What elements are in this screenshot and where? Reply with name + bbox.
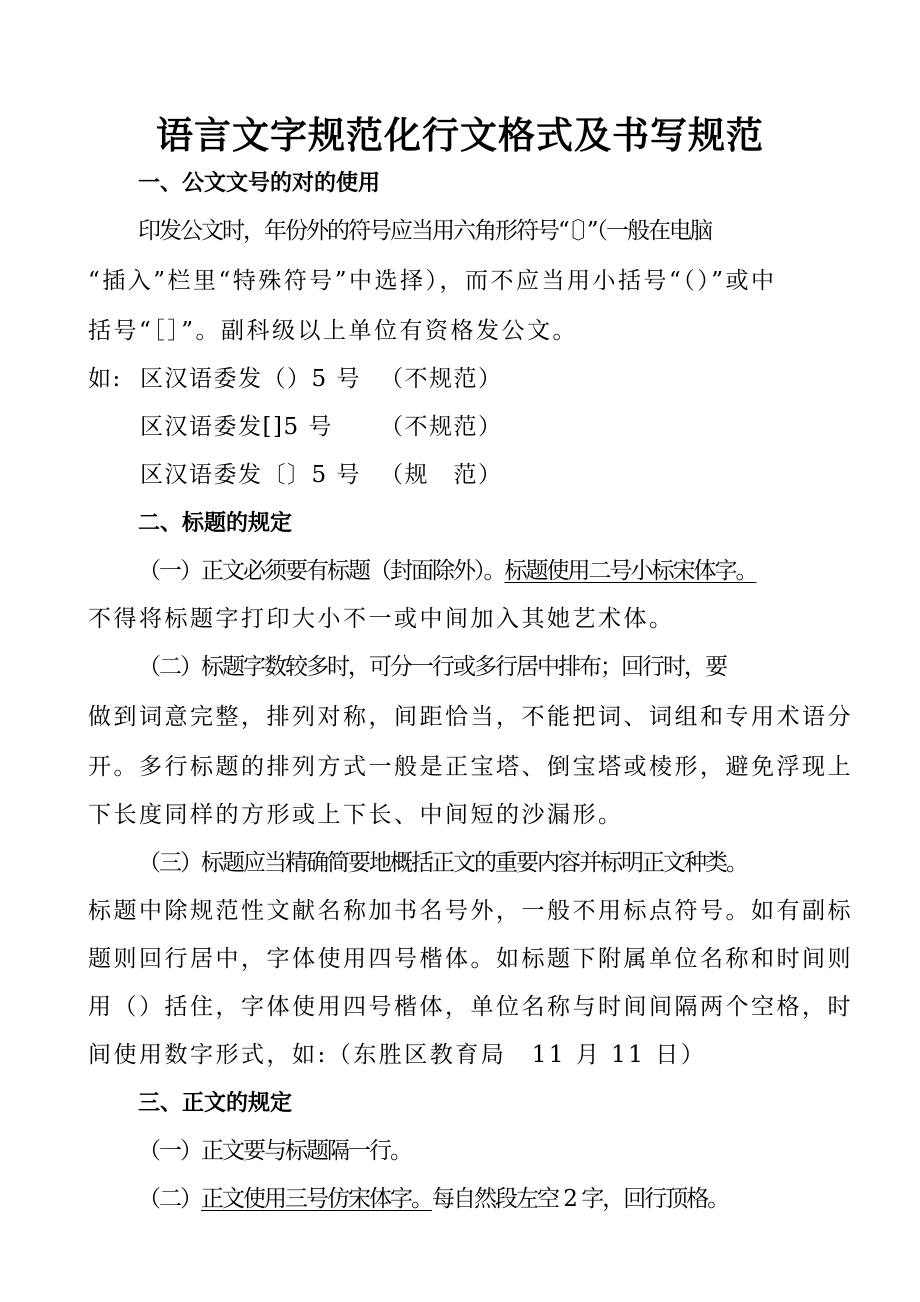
section-heading-2: 二、标题的规定 — [138, 511, 293, 536]
paragraph-line: （二）标题字数较多时，可分一行或多行居中排布；回行时，要 — [138, 654, 726, 680]
example-text: 区汉语委发（）5 号 — [140, 366, 361, 392]
example-note: （不规范） — [380, 366, 503, 392]
paragraph-line — [138, 554, 898, 588]
paragraph-line: “插入”栏里“特殊符号”中选择），而不应当用小括号“（）”或中 — [88, 268, 777, 294]
paragraph-line: 开。多行标题的排列方式一般是正宝塔、倒宝塔或棱形，避免浮现上 — [88, 754, 853, 780]
paragraph-line — [138, 1182, 898, 1216]
paragraph-line: （一）正文要与标题隔一行。 — [138, 1138, 411, 1164]
paragraph-line: 下长度同样的方形或上下长、中间短的沙漏形。 — [88, 802, 624, 828]
paragraph-line: 括号“［］”。副科级以上单位有资格发公文。 — [88, 318, 579, 344]
paragraph-line: 印发公文时，年份外的符号应当用六角形符号“〔〕”（一般在电脑 — [138, 218, 712, 244]
example-prefix: 如: — [88, 366, 122, 392]
example-text: 区汉语委发〔〕5 号 — [140, 462, 361, 488]
paragraph-line: 间使用数字形式，如:（东胜区教育局 11 月 11 日） — [88, 1042, 707, 1068]
underlined-text: 正文使用三号仿宋体字。 — [201, 1186, 432, 1212]
example-text: 区汉语委发[]5 号 — [140, 414, 333, 440]
example-note: （规 范） — [380, 462, 503, 488]
paragraph-line: 做到词意完整，排列对称，间距恰当，不能把词、词组和专用术语分 — [88, 704, 853, 730]
text-run: （一）正文必须要有标题（封面除外）。 — [138, 558, 505, 584]
paragraph-line: 题则回行居中，字体使用四号楷体。如标题下附属单位名称和时间则 — [88, 946, 853, 972]
example-note: （不规范） — [380, 414, 503, 440]
section-heading-3: 三、正文的规定 — [138, 1091, 293, 1116]
underlined-text: 标题使用二号小标宋体字。 — [504, 558, 757, 584]
paragraph-line: 不得将标题字打印大小不一或中间加入其她艺术体。 — [88, 606, 675, 632]
paragraph-line: （三）标题应当精确简要地概括正文的重要内容并标明正文种类。 — [138, 850, 747, 876]
paragraph-line: 标题中除规范性文献名称加书名号外，一般不用标点符号。如有副标 — [88, 898, 853, 924]
paragraph-line: 用（）括住，字体使用四号楷体，单位名称与时间间隔两个空格，时 — [88, 994, 853, 1020]
text-run: （二） — [138, 1186, 201, 1212]
section-heading-1: 一、公文文号的对的使用 — [138, 171, 381, 196]
text-run: 每自然段左空 2 字，回行顶格。 — [432, 1186, 729, 1212]
document-title: 语言文字规范化行文格式及书写规范 — [156, 114, 764, 157]
